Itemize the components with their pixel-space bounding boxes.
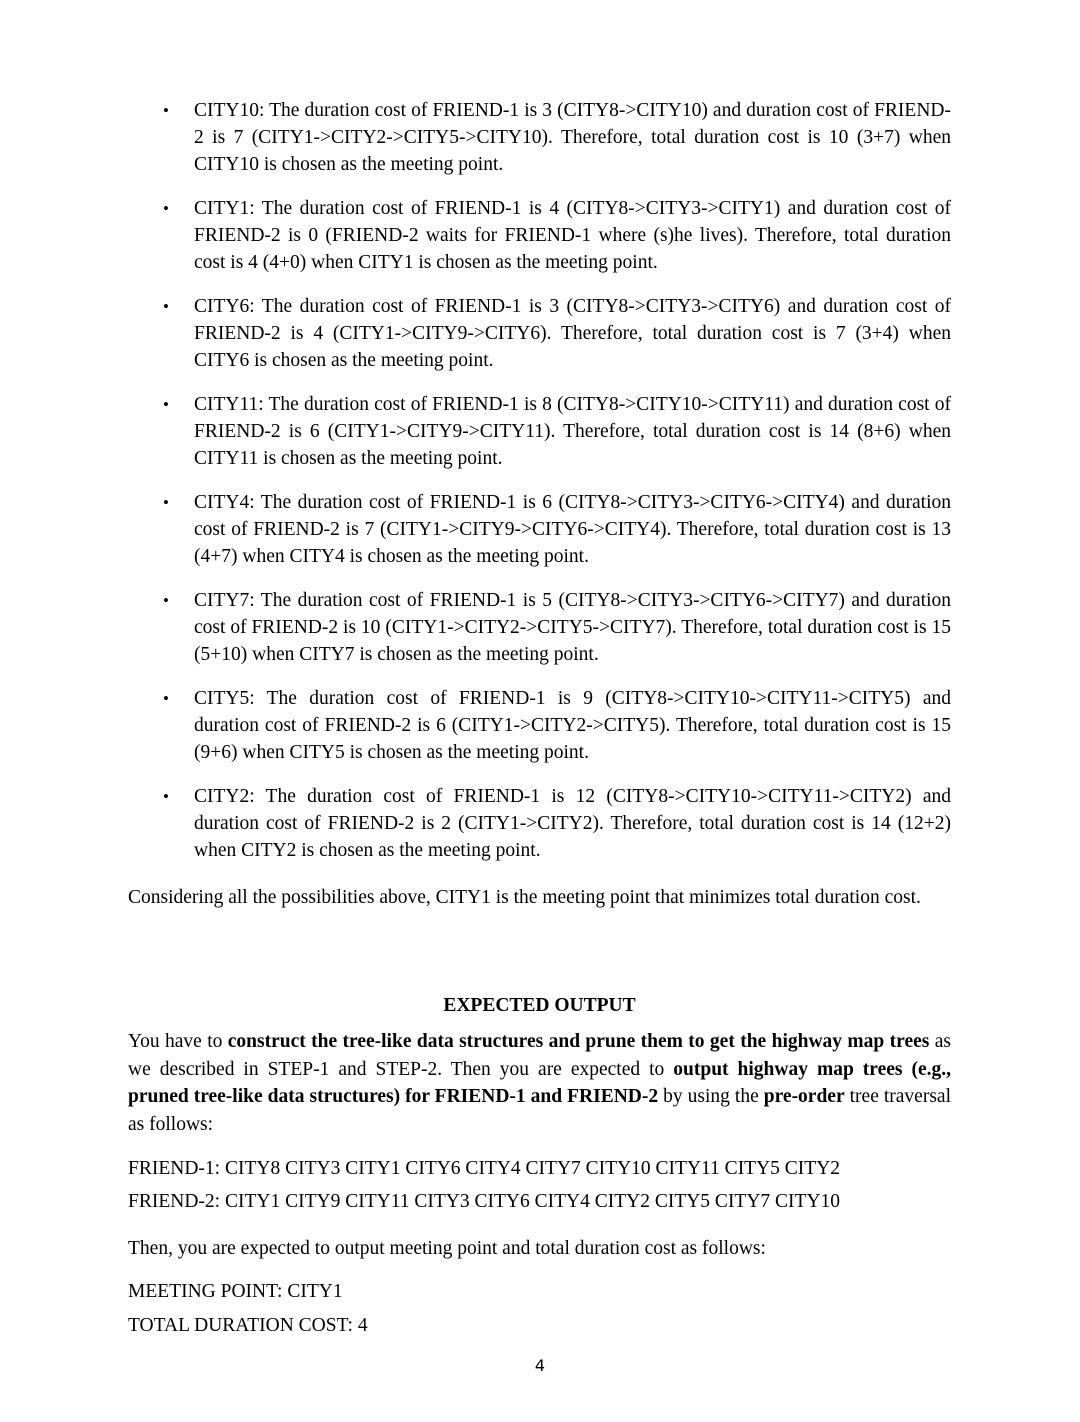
total-cost-line: TOTAL DURATION COST: 4 <box>128 1315 368 1336</box>
bold-text: pre-order <box>763 1086 845 1107</box>
list-item-text: CITY10: The duration cost of FRIEND-1 is 3 (CITY8->CITY10) and duration cost of FRIEND-2 is 7 (CITY1->CITY2->CITY5->CITY10). Therefore, total duration cost is 10 (3+7) when CITY10 is chosen as the meeting point. <box>194 100 951 175</box>
text-run: by using the <box>658 1086 764 1107</box>
meeting-point-line: MEETING POINT: CITY1 <box>128 1281 343 1302</box>
text-run: You have to <box>128 1031 228 1052</box>
list-item-text: CITY1: The duration cost of FRIEND-1 is 4 (CITY8->CITY3->CITY1) and duration cost of FRIEND-2 is 0 (FRIEND-2 waits for FRIEND-1 where (s)he lives). Therefore, total duration cost is 4 (4+0) when CITY1 is chosen as the meeting point. <box>194 198 951 273</box>
list-item-text: CITY5: The duration cost of FRIEND-1 is 9 (CITY8->CITY10->CITY11->CITY5) and duration cost of FRIEND-2 is 6 (CITY1->CITY2->CITY5). Therefore, total duration cost is 15 (9+6) when CITY5 is chosen as the meeting point. <box>194 688 951 763</box>
list-item <box>128 97 951 178</box>
bullet-icon: • <box>163 199 169 218</box>
bullet-icon: • <box>163 297 169 316</box>
bold-text: output highway map trees (e.g., pruned tree-like data structures) for FRIEND-1 and FRIEND-2 <box>128 1058 951 1107</box>
list-item <box>128 391 951 472</box>
then-paragraph: Then, you are expected to output meeting point and total duration cost as follows: <box>128 1238 766 1259</box>
bullet-icon: • <box>163 493 169 512</box>
list-item-text: CITY11: The duration cost of FRIEND-1 is 8 (CITY8->CITY10->CITY11) and duration cost of FRIEND-2 is 6 (CITY1->CITY9->CITY11). Therefore, total duration cost is 14 (8+6) when CITY11 is chosen as the meeting point. <box>194 394 951 469</box>
section-heading: EXPECTED OUTPUT <box>443 995 636 1016</box>
list-item-text: CITY6: The duration cost of FRIEND-1 is 3 (CITY8->CITY3->CITY6) and duration cost of FRIEND-2 is 4 (CITY1->CITY9->CITY6). Therefore, total duration cost is 7 (3+4) when CITY6 is chosen as the meeting point. <box>194 296 951 371</box>
list-item-text: CITY4: The duration cost of FRIEND-1 is 6 (CITY8->CITY3->CITY6->CITY4) and duration cost of FRIEND-2 is 7 (CITY1->CITY9->CITY6->CITY4). Therefore, total duration cost is 13 (4+7) when CITY4 is chosen as the meeting point. <box>194 492 951 567</box>
text-run: tree traversal as follows: <box>128 1086 951 1135</box>
list-item-text: CITY7: The duration cost of FRIEND-1 is 5 (CITY8->CITY3->CITY6->CITY7) and duration cost of FRIEND-2 is 10 (CITY1->CITY2->CITY5->CITY7). Therefore, total duration cost is 15 (5+10) when CITY7 is chosen as the meeting point. <box>194 590 951 665</box>
bullet-icon: • <box>163 101 169 120</box>
conclusion-paragraph: Considering all the possibilities above, CITY1 is the meeting point that minimizes total duration cost. <box>128 887 921 908</box>
list-item <box>128 489 951 570</box>
bullet-icon: • <box>163 787 169 806</box>
bullet-icon: • <box>163 395 169 414</box>
list-item <box>128 685 951 766</box>
bold-text: construct the tree-like data structures and prune them to get the highway map trees <box>227 1031 930 1052</box>
friend2-output-line: FRIEND-2: CITY1 CITY9 CITY11 CITY3 CITY6 CITY4 CITY2 CITY5 CITY7 CITY10 <box>128 1191 841 1212</box>
list-item <box>128 293 951 374</box>
list-item <box>128 195 951 276</box>
page-number: 4 <box>534 1356 546 1375</box>
list-item <box>128 783 951 864</box>
text-run: as we described in STEP-1 and STEP-2. Then you are expected to <box>128 1031 951 1080</box>
list-item <box>128 587 951 668</box>
list-item-text: CITY2: The duration cost of FRIEND-1 is 12 (CITY8->CITY10->CITY11->CITY2) and duration cost of FRIEND-2 is 2 (CITY1->CITY2). Therefore, total duration cost is 14 (12+2) when CITY2 is chosen as the meeting point. <box>194 786 951 861</box>
bullet-icon: • <box>163 689 169 708</box>
expected-output-paragraph <box>128 1028 951 1138</box>
friend1-output-line: FRIEND-1: CITY8 CITY3 CITY1 CITY6 CITY4 CITY7 CITY10 CITY11 CITY5 CITY2 <box>128 1158 841 1179</box>
meeting-point-options-list <box>128 97 951 881</box>
bullet-icon: • <box>163 591 169 610</box>
